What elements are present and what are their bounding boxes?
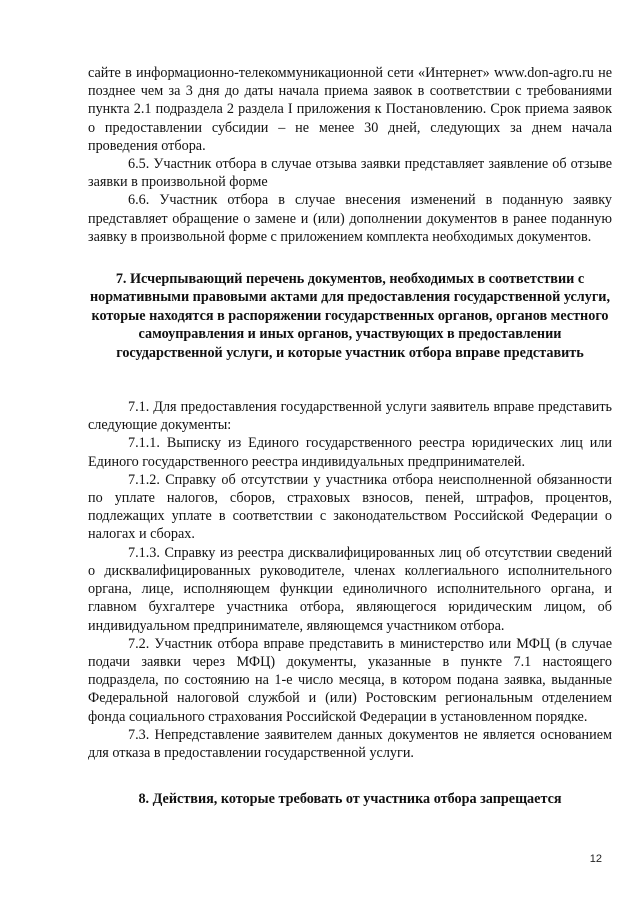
section-7-heading: 7. Исчерпывающий перечень документов, необходимых в соответствии с нормативными правовыми актами для предоставления государственной услуги, которые находятся в распоряжении государственных органов, органов местного самоуправления и иных органов, участвующих в предоставлении государственной услуги, и которые участник отбора вправе представить [89, 271, 610, 361]
paragraph-7-1-1: 7.1.1. Выписку из Единого государственного реестра юридических лиц или Единого государственного реестра индивидуальных предпринимателей. [88, 435, 612, 470]
paragraph-7-2: 7.2. Участник отбора вправе представить в министерство или МФЦ (в случае подачи заявки через МФЦ) документы, указанные в пункте 7.1 настоящего подраздела, по состоянию на 1-е число месяца, в котором подана заявка, выданные Федеральной налоговой службой и (или) Ростовским региональным отделением фонда социального страхования Российской Федерации в установленном порядке. [88, 635, 612, 725]
paragraph-7-1-3: 7.1.3. Справку из реестра дисквалифицированных лиц об отсутствии сведений о дисквалифицированных руководителе, членах коллегиального исполнительного органа, лице, исполняющем функции единоличного исполнительного органа, и главном бухгалтере участника отбора, являющегося юридическим лицом, об индивидуальном предпринимателе, являющемся участником отбора. [88, 544, 612, 634]
page-number: 12 [589, 853, 602, 865]
paragraph-7-1: 7.1. Для предоставления государственной услуги заявитель вправе представить следующие документы: [88, 399, 612, 434]
paragraph-6-6: 6.6. Участник отбора в случае внесения изменений в поданную заявку представляет обращение о замене и (или) дополнении документов в ранее поданную заявку в произвольной форме с приложением комплекта необходимых документов. [88, 192, 612, 245]
paragraph-announcement: сайте в информационно-телекоммуникационной сети «Интернет» www.don-agro.ru не позднее чем за 3 дня до даты начала приема заявок в соответствии с требованиями пункта 2.1 подраздела 2 раздела I приложения к Постановлению. Срок приема заявок о предоставлении субсидии – не менее 30 дней, следующих за днем начала проведения отбора. [88, 65, 612, 154]
document-page [88, 64, 612, 809]
paragraph-7-3: 7.3. Непредставление заявителем данных документов не является основанием для отказа в предоставлении государственной услуги. [88, 726, 612, 761]
section-8-heading: 8. Действия, которые требовать от участника отбора запрещается [138, 791, 562, 808]
paragraph-6-5: 6.5. Участник отбора в случае отзыва заявки представляет заявление об отзыве заявки в произвольной форме [88, 156, 612, 191]
spacer [88, 362, 612, 398]
paragraph-7-1-2: 7.1.2. Справку об отсутствии у участника отбора неисполненной обязанности по уплате налогов, сборов, страховых взносов, пеней, штрафов, процентов, подлежащих уплате в соответствии с законодательством Российской Федерации о налогах и сборах. [88, 471, 612, 543]
